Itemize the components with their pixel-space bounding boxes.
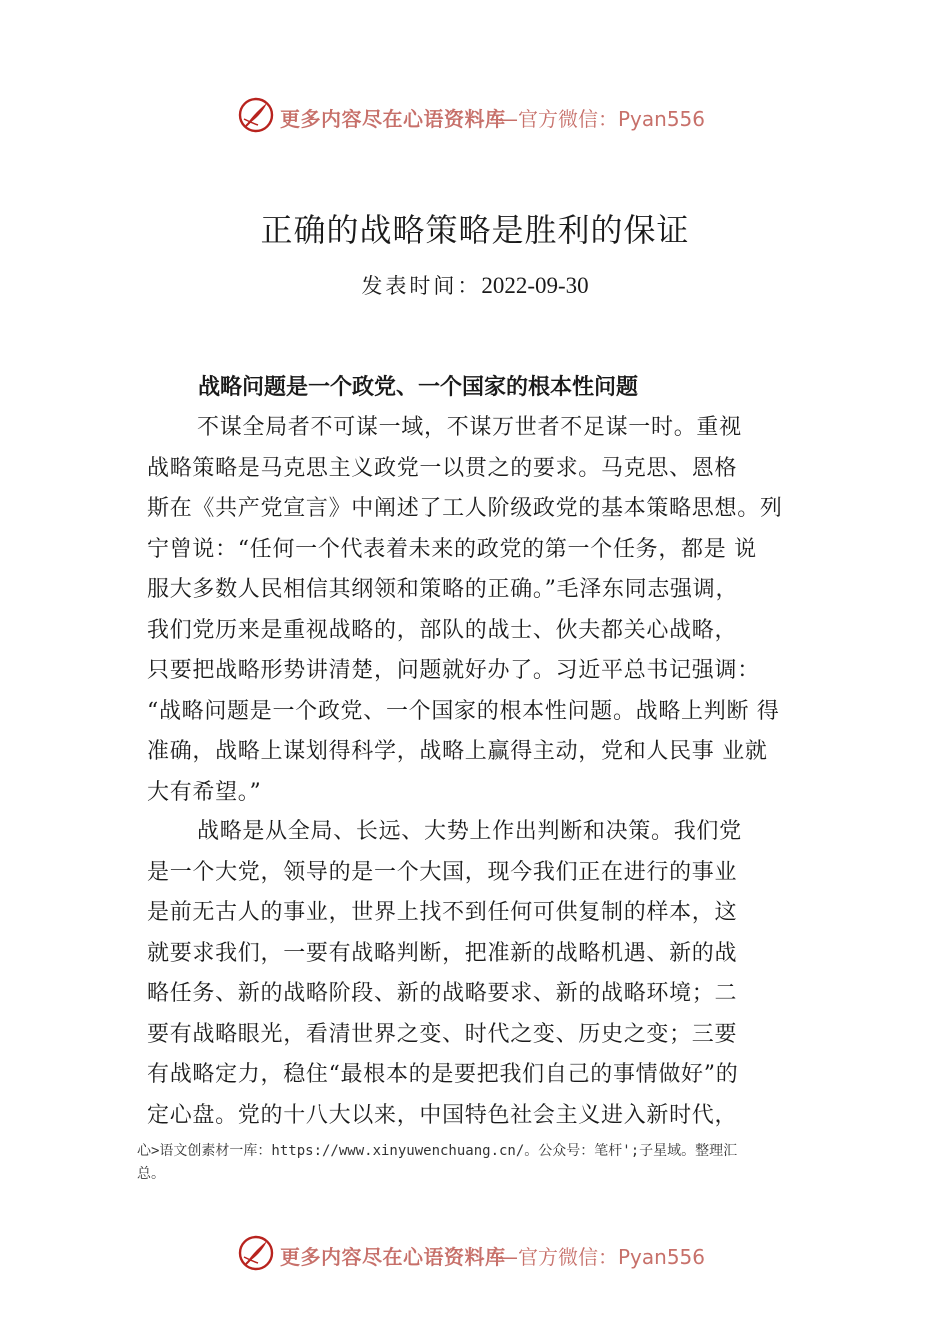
article-title: 正确的战略策略是胜利的保证 (260, 211, 690, 249)
paragraph-line: 斯在《共产党宣言》中阐述了工人阶级政党的基本策略思想。列 (147, 496, 783, 521)
source-footnote (137, 1140, 847, 1186)
paragraph-line: 战略是从全局、长远、大势上作出判断和决策。我们党 (197, 819, 742, 844)
footer-banner[interactable] (0, 1233, 950, 1273)
paragraph-line: 宁曾说：“任何一个代表着未来的政党的第一个任务，都是 说 (147, 536, 757, 562)
paragraph-line: 有战略定力，稳住“最根本的是要把我们自己的事情做好”的 (147, 1062, 739, 1087)
paragraph-line: 大有希望。” (147, 779, 262, 805)
paragraph-line: 就要求我们，一要有战略判断，把准新的战略机遇、新的战 (147, 940, 738, 966)
quill-pen-logo-icon (238, 1235, 274, 1271)
banner-contact-text: —官方微信：Pyan556 (498, 107, 706, 131)
paragraph-line: 是一个大党，领导的是一个大国，现今我们正在进行的事业 (147, 859, 738, 885)
paragraph-line: 是前无古人的事业，世界上找不到任何可供复制的样本，这 (147, 900, 738, 925)
paragraph-line: 定心盘。党的十八大以来，中国特色社会主义进入新时代， (147, 1102, 738, 1128)
paragraph-line: 战略策略是马克思主义政党一以贯之的要求。马克思、恩格 (147, 455, 738, 481)
paragraph-line: 略任务、新的战略阶段、新的战略要求、新的战略环境；二 (147, 981, 738, 1006)
quill-pen-logo-icon (238, 97, 274, 133)
header-banner[interactable] (0, 95, 950, 135)
publish-date (0, 270, 950, 300)
footnote-line: 总。 (137, 1166, 165, 1182)
paragraph-line: “战略问题是一个政党、一个国家的根本性问题。战略上判断 得 (147, 698, 780, 724)
banner-brand-text: 更多内容尽在心语资料库 (280, 107, 506, 131)
publish-date-value: 2022-09-30 (481, 273, 589, 298)
banner-contact-text: —官方微信：Pyan556 (498, 1245, 706, 1269)
paragraph-1 (147, 408, 837, 813)
paragraph-line: 我们党历来是重视战略的，部队的战士、伙夫都关心战略， (147, 617, 738, 643)
footnote-line: 心>语文创素材一库：https://www.xinyuwenchuang.cn/。公众号：笔杆';子星域。整理汇 (137, 1143, 738, 1159)
section-heading: 战略问题是一个政党、一个国家的根本性问题 (198, 375, 639, 400)
banner-brand-text: 更多内容尽在心语资料库 (280, 1245, 506, 1269)
paragraph-line: 只要把战略形势讲清楚，问题就好办了。习近平总书记强调： (147, 658, 760, 683)
paragraph-line: 准确，战略上谋划得科学，战略上赢得主动，党和人民事 业就 (147, 739, 768, 764)
paragraph-line: 要有战略眼光，看清世界之变、时代之变、历史之变；三要 (147, 1021, 738, 1047)
paragraph-2 (147, 812, 837, 1136)
paragraph-line: 不谋全局者不可谋一域，不谋万世者不足谋一时。重视 (197, 415, 742, 440)
paragraph-line: 服大多数人民相信其纲领和策略的正确。”毛泽东同志强调， (147, 577, 739, 602)
publish-date-label: 发表时间： (361, 274, 482, 298)
